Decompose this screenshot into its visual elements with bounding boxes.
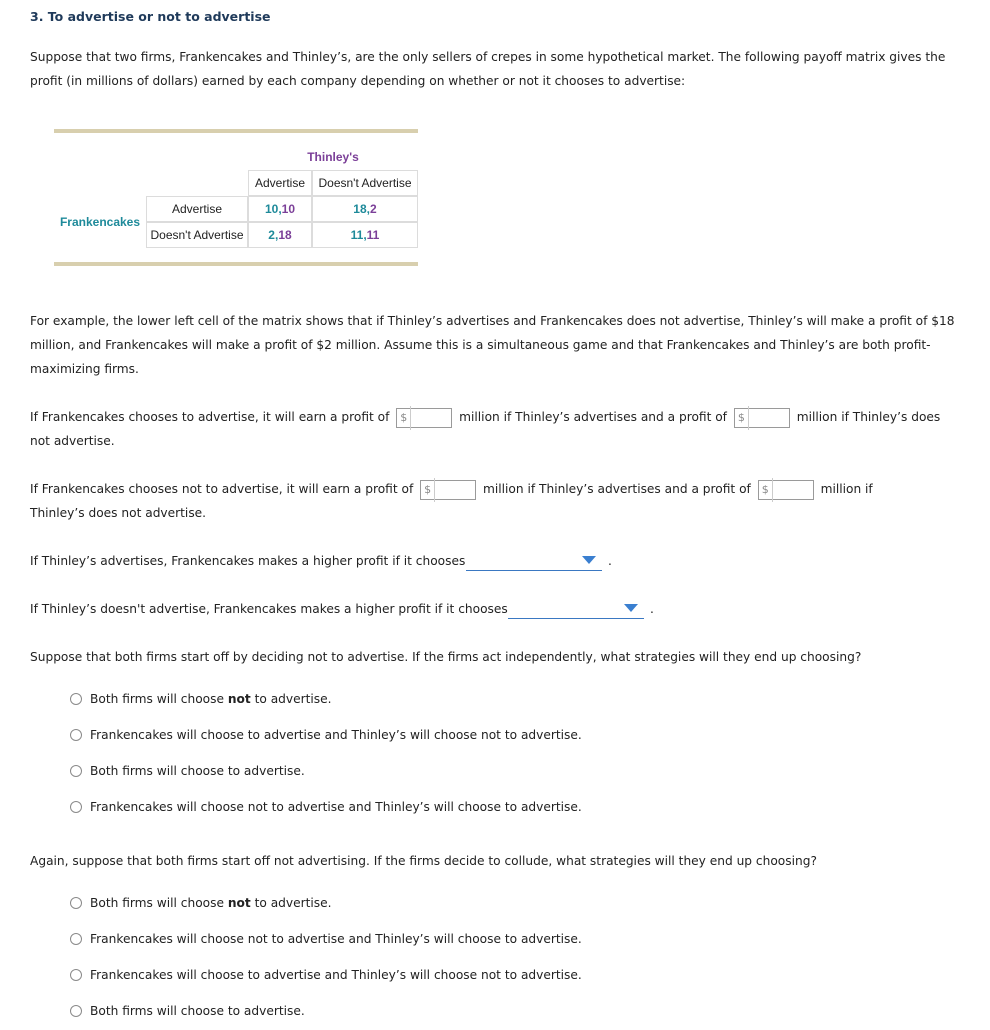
radio-button[interactable]: [70, 801, 82, 813]
payoff-cell: 11 , 11: [312, 222, 418, 248]
radio-button[interactable]: [70, 969, 82, 981]
question-thinleys-doesnt-advertise-choice: If Thinley’s doesn't advertise, Frankencakes makes a higher profit if it chooses: [30, 602, 508, 616]
radio-option[interactable]: Frankencakes will choose not to advertise and Thinley’s will choose to advertise.: [70, 797, 582, 817]
choice-dropdown[interactable]: [508, 600, 644, 619]
radio-button[interactable]: [70, 729, 82, 741]
example-paragraph: For example, the lower left cell of the matrix shows that if Thinley’s advertises and Frankencakes does not advertise, Thinley’s will make a profit of $18 million, and Frankencakes will make a profit of $2 million. Assume this is a simultaneous game and that Frankencakes and Thinley’s are both profit-maximizing firms.: [30, 314, 955, 376]
intro-paragraph: Suppose that two firms, Frankencakes and Thinley’s, are the only sellers of crepes in some hypothetical market. The following payoff matrix gives the profit (in millions of dollars) earned by each company depending on whether or not it chooses to advertise:: [30, 50, 946, 88]
radio-option[interactable]: Frankencakes will choose not to advertise and Thinley’s will choose to advertise.: [70, 929, 582, 949]
radio-option[interactable]: Frankencakes will choose to advertise and Thinley’s will choose not to advertise.: [70, 965, 582, 985]
dollar-sign: $: [738, 406, 749, 430]
profit-input-box[interactable]: [420, 480, 476, 500]
profit-if-thinleys-advertises-input[interactable]: [411, 410, 448, 426]
dollar-sign: $: [424, 478, 435, 502]
dropdown-arrow-icon[interactable]: [582, 556, 596, 564]
dollar-sign: $: [400, 406, 411, 430]
profit-input-box[interactable]: [396, 408, 452, 428]
question-independent-strategies: Suppose that both firms start off by deciding not to advertise. If the firms act independently, what strategies will they end up choosing?: [30, 650, 862, 664]
radio-button[interactable]: [70, 765, 82, 777]
thinleys-payoff: 18: [278, 228, 292, 242]
dollar-sign: $: [762, 478, 773, 502]
radio-button[interactable]: [70, 693, 82, 705]
radio-option[interactable]: Frankencakes will choose to advertise and Thinley’s will choose not to advertise.: [70, 725, 582, 745]
dropdown-arrow-icon[interactable]: [624, 604, 638, 612]
question-not-advertise-profits: If Frankencakes chooses not to advertise, it will earn a profit of $ million if Thinley’s advertises and a profit of $ million if Thinley’s does not advertise.: [30, 477, 930, 525]
payoff-cell: 2 , 18: [248, 222, 312, 248]
radio-button[interactable]: [70, 933, 82, 945]
thinleys-payoff: 2: [370, 202, 377, 216]
profit-if-thinleys-advertises-input[interactable]: [435, 482, 472, 498]
thinleys-payoff: 10: [281, 202, 296, 216]
profit-input-box[interactable]: [734, 408, 790, 428]
question-heading: 3. To advertise or not to advertise: [30, 9, 271, 24]
radio-button[interactable]: [70, 897, 82, 909]
profit-if-thinleys-doesnt-advertise-input[interactable]: [749, 410, 786, 426]
col-header-advertise: Advertise: [248, 170, 312, 196]
thinleys-payoff: 11: [366, 228, 380, 242]
question-collusion-strategies: Again, suppose that both firms start off not advertising. If the firms decide to collude, what strategies will they end up choosing?: [30, 854, 817, 868]
radio-option[interactable]: Both firms will choose not to advertise.: [70, 893, 332, 913]
col-player-label: Thinley's: [307, 150, 359, 164]
sentence-end: .: [650, 602, 654, 616]
frankencakes-payoff: 2: [268, 228, 275, 242]
payoff-cell: 18 , 2: [312, 196, 418, 222]
frankencakes-payoff: 10: [264, 202, 279, 216]
sentence-end: .: [608, 554, 612, 568]
row-header-advertise: Advertise: [146, 196, 248, 222]
radio-button[interactable]: [70, 1005, 82, 1017]
matrix-bottom-rule: [54, 262, 418, 266]
row-header-doesnt-advertise: Doesn't Advertise: [146, 222, 248, 248]
profit-input-box[interactable]: [758, 480, 814, 500]
question-advertise-profits: If Frankencakes chooses to advertise, it will earn a profit of $ million if Thinley’s advertises and a profit of $ million if Thinley’s does not advertise.: [30, 405, 960, 453]
radio-option[interactable]: Both firms will choose to advertise.: [70, 1001, 305, 1021]
radio-option[interactable]: Both firms will choose to advertise.: [70, 761, 305, 781]
radio-option[interactable]: Both firms will choose not to advertise.: [70, 689, 332, 709]
row-player-label: Frankencakes: [59, 215, 141, 229]
choice-dropdown[interactable]: [466, 552, 602, 571]
frankencakes-payoff: 18: [353, 202, 367, 216]
payoff-matrix: [54, 141, 418, 253]
col-header-doesnt-advertise: Doesn't Advertise: [312, 170, 418, 196]
profit-if-thinleys-doesnt-advertise-input[interactable]: [773, 482, 810, 498]
frankencakes-payoff: 11: [350, 228, 364, 242]
matrix-top-rule: [54, 129, 418, 133]
question-thinleys-advertises-choice: If Thinley’s advertises, Frankencakes makes a higher profit if it chooses: [30, 554, 466, 568]
payoff-cell: 10 , 10: [248, 196, 312, 222]
